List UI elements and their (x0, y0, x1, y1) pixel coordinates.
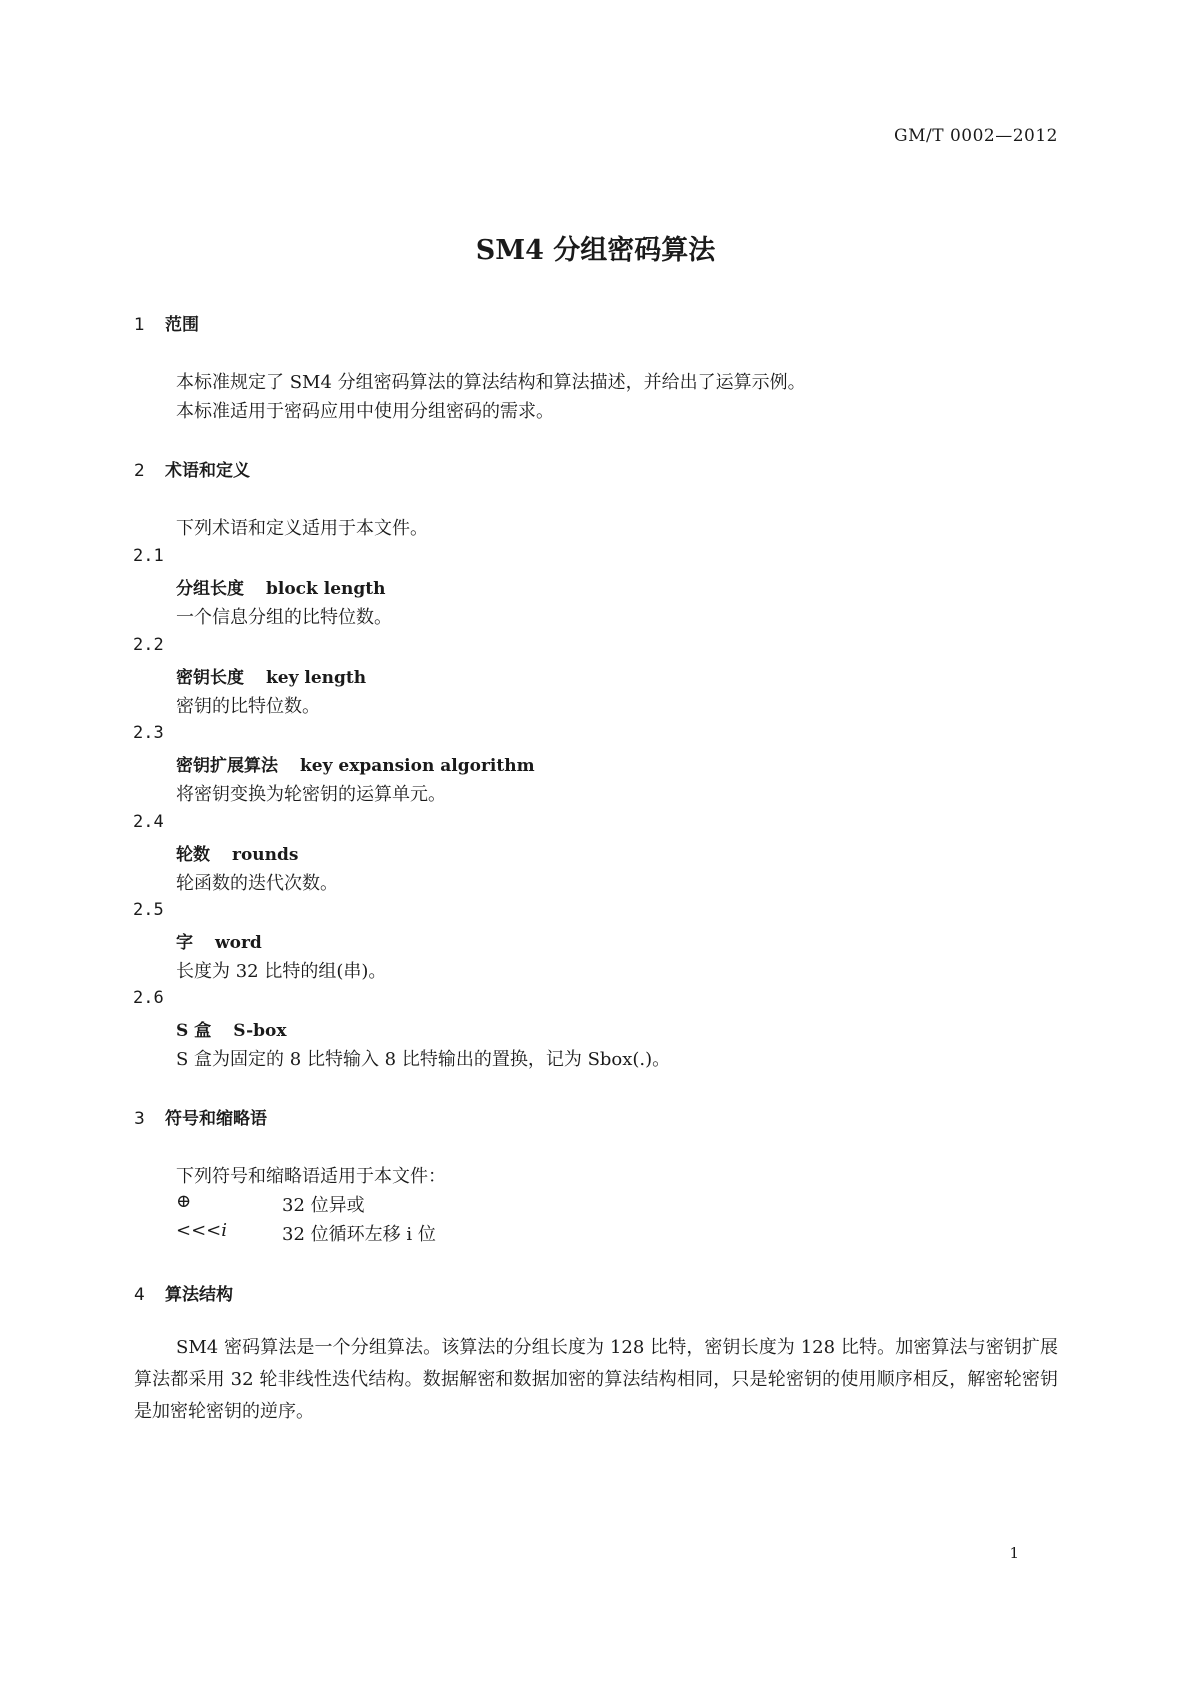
section-title: 算法结构 (165, 1285, 233, 1305)
term-en: key expansion algorithm (300, 756, 535, 776)
term-number: 2.6 (133, 988, 164, 1008)
term-number: 2.4 (133, 812, 164, 832)
section-heading-symbols (134, 1104, 267, 1129)
term-en: block length (266, 579, 386, 599)
section-heading-terms (134, 456, 250, 481)
symbol-row (176, 1220, 436, 1245)
term-entry (176, 574, 385, 599)
term-definition: 轮函数的迭代次数。 (176, 873, 338, 894)
term-number: 2.2 (133, 635, 164, 655)
term-entry (176, 840, 298, 865)
symbol-row (176, 1191, 365, 1216)
section-title: 术语和定义 (165, 461, 250, 481)
section-number: 4 (134, 1285, 145, 1305)
term-definition: 一个信息分组的比特位数。 (176, 607, 392, 628)
scope-paragraph: 本标准适用于密码应用中使用分组密码的需求。 (176, 401, 554, 422)
page-number: 1 (1009, 1544, 1019, 1562)
section-title: 范围 (165, 315, 199, 335)
term-number: 2.5 (133, 900, 164, 920)
term-zh: 轮数 (176, 845, 210, 865)
structure-paragraph: SM4 密码算法是一个分组算法。该算法的分组长度为 128 比特，密钥长度为 128 比特。加密算法与密钥扩展算法都采用 32 轮非线性迭代结构。数据解密和数据加密的算法结构相同，只是轮密钥的使用顺序相反，解密轮密钥是加密轮密钥的逆序。 (134, 1337, 1058, 1422)
terms-intro: 下列术语和定义适用于本文件。 (176, 518, 428, 539)
term-number: 2.1 (133, 546, 164, 566)
symbols-intro: 下列符号和缩略语适用于本文件： (176, 1166, 446, 1187)
symbol: <<<i (176, 1220, 228, 1241)
term-definition: 密钥的比特位数。 (176, 696, 320, 717)
standard-code: GM/T 0002—2012 (894, 126, 1058, 146)
section-title: 符号和缩略语 (165, 1109, 267, 1129)
section-number: 3 (134, 1109, 145, 1129)
term-number: 2.3 (133, 723, 164, 743)
section-number: 1 (134, 315, 145, 335)
term-en: word (215, 933, 262, 953)
symbol-meaning: 32 位循环左移 i 位 (282, 1224, 436, 1245)
term-zh: 字 (176, 933, 193, 953)
section-heading-structure (134, 1280, 233, 1305)
term-entry (176, 663, 366, 688)
section-heading-scope (134, 310, 199, 335)
term-definition: 长度为 32 比特的组(串)。 (176, 961, 387, 982)
page-title: SM4 分组密码算法 (475, 235, 716, 266)
term-zh: S 盒 (176, 1021, 212, 1041)
term-en: key length (266, 668, 367, 688)
term-entry (176, 1016, 287, 1041)
term-zh: 密钥长度 (176, 668, 244, 688)
scope-paragraph: 本标准规定了 SM4 分组密码算法的算法结构和算法描述，并给出了运算示例。 (176, 372, 806, 393)
term-zh: 密钥扩展算法 (176, 756, 278, 776)
term-en: S-box (233, 1021, 287, 1041)
term-entry (176, 928, 262, 953)
term-entry (176, 751, 535, 776)
symbol-meaning: 32 位异或 (282, 1195, 365, 1216)
term-en: rounds (232, 845, 299, 865)
term-definition: 将密钥变换为轮密钥的运算单元。 (176, 784, 446, 805)
section-number: 2 (134, 461, 145, 481)
term-definition: S 盒为固定的 8 比特输入 8 比特输出的置换，记为 Sbox(.)。 (176, 1049, 671, 1070)
symbol: ⊕ (176, 1191, 192, 1212)
term-zh: 分组长度 (176, 579, 244, 599)
